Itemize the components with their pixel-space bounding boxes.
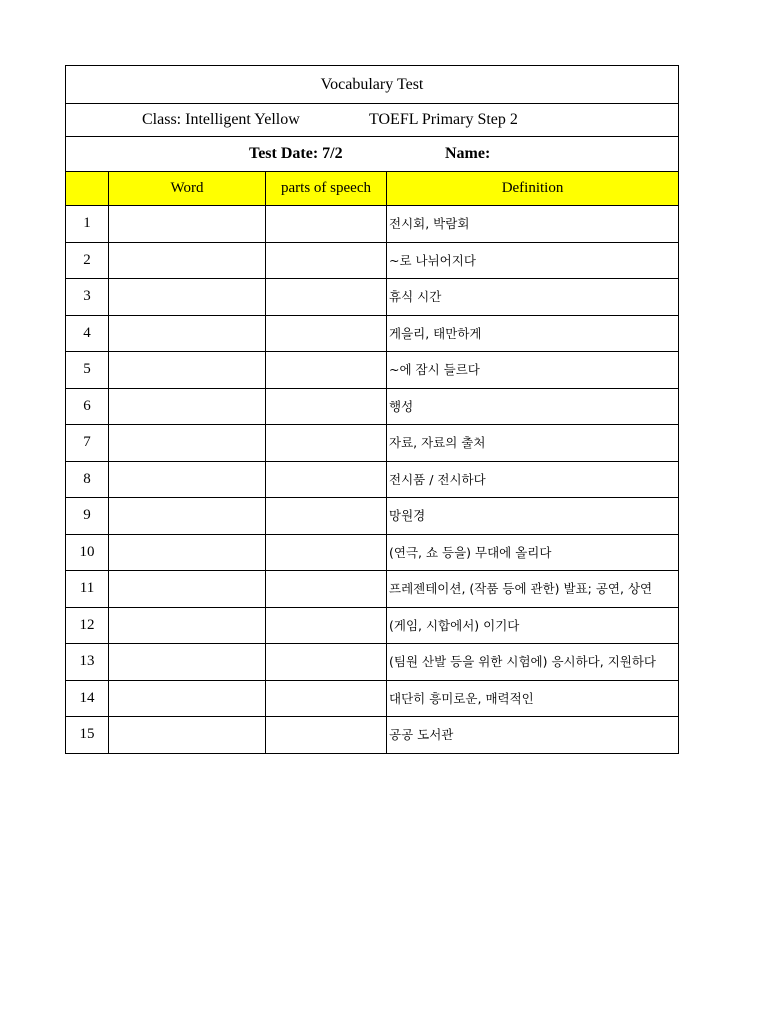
parts-of-speech-cell[interactable] — [266, 352, 387, 389]
test-date: Test Date: 7/2 — [249, 145, 343, 162]
word-cell[interactable] — [109, 206, 266, 243]
definition-cell: (팀원 산발 등을 위한 시험에) 응시하다, 지원하다 — [387, 644, 679, 681]
row-number: 15 — [66, 717, 109, 754]
table-row — [66, 279, 679, 316]
sheet-title: Vocabulary Test — [66, 66, 679, 104]
date-row — [66, 137, 679, 172]
parts-of-speech-cell[interactable] — [266, 242, 387, 279]
row-number: 5 — [66, 352, 109, 389]
word-cell[interactable] — [109, 388, 266, 425]
header-definition: Definition — [387, 172, 679, 206]
parts-of-speech-cell[interactable] — [266, 680, 387, 717]
word-cell[interactable] — [109, 571, 266, 608]
parts-of-speech-cell[interactable] — [266, 571, 387, 608]
table-row — [66, 717, 679, 754]
parts-of-speech-cell[interactable] — [266, 717, 387, 754]
definition-cell: (연극, 쇼 등을) 무대에 올리다 — [387, 534, 679, 571]
word-cell[interactable] — [109, 461, 266, 498]
word-cell[interactable] — [109, 315, 266, 352]
table-row — [66, 242, 679, 279]
row-number: 7 — [66, 425, 109, 462]
definition-cell: ~로 나뉘어지다 — [387, 242, 679, 279]
header-number — [66, 172, 109, 206]
parts-of-speech-cell[interactable] — [266, 206, 387, 243]
parts-of-speech-cell[interactable] — [266, 315, 387, 352]
table-row — [66, 644, 679, 681]
row-number: 11 — [66, 571, 109, 608]
row-number: 4 — [66, 315, 109, 352]
program-label: TOEFL Primary Step 2 — [369, 111, 518, 128]
definition-cell: 게을리, 태만하게 — [387, 315, 679, 352]
row-number: 3 — [66, 279, 109, 316]
word-cell[interactable] — [109, 352, 266, 389]
table-row — [66, 498, 679, 535]
parts-of-speech-cell[interactable] — [266, 644, 387, 681]
definition-cell: (게임, 시합에서) 이기다 — [387, 607, 679, 644]
class-row — [66, 104, 679, 137]
row-number: 13 — [66, 644, 109, 681]
definition-cell: 프레젠테이션, (작품 등에 관한) 발표; 공연, 상연 — [387, 571, 679, 608]
word-cell[interactable] — [109, 242, 266, 279]
definition-cell: 전시회, 박람회 — [387, 206, 679, 243]
word-cell[interactable] — [109, 680, 266, 717]
table-row — [66, 461, 679, 498]
parts-of-speech-cell[interactable] — [266, 279, 387, 316]
row-number: 9 — [66, 498, 109, 535]
row-number: 10 — [66, 534, 109, 571]
row-number: 14 — [66, 680, 109, 717]
table-row — [66, 206, 679, 243]
header-word: Word — [109, 172, 266, 206]
word-cell[interactable] — [109, 607, 266, 644]
definition-cell: 망원경 — [387, 498, 679, 535]
table-row — [66, 352, 679, 389]
name-label: Name: — [445, 145, 491, 162]
parts-of-speech-cell[interactable] — [266, 498, 387, 535]
parts-of-speech-cell[interactable] — [266, 534, 387, 571]
parts-of-speech-cell[interactable] — [266, 388, 387, 425]
definition-cell: ~에 잠시 들르다 — [387, 352, 679, 389]
vocabulary-test-sheet — [65, 65, 679, 754]
row-number: 8 — [66, 461, 109, 498]
table-row — [66, 680, 679, 717]
table-row — [66, 425, 679, 462]
table-row — [66, 315, 679, 352]
row-number: 12 — [66, 607, 109, 644]
word-cell[interactable] — [109, 425, 266, 462]
table-row — [66, 388, 679, 425]
row-number: 2 — [66, 242, 109, 279]
class-label: Class: Intelligent Yellow — [142, 111, 300, 128]
word-cell[interactable] — [109, 644, 266, 681]
table-row — [66, 534, 679, 571]
parts-of-speech-cell[interactable] — [266, 607, 387, 644]
word-cell[interactable] — [109, 279, 266, 316]
definition-cell: 대단히 흥미로운, 매력적인 — [387, 680, 679, 717]
table-row — [66, 571, 679, 608]
definition-cell: 전시품 / 전시하다 — [387, 461, 679, 498]
column-header-row — [66, 172, 679, 206]
parts-of-speech-cell[interactable] — [266, 461, 387, 498]
row-number: 1 — [66, 206, 109, 243]
definition-cell: 자료, 자료의 출처 — [387, 425, 679, 462]
word-cell[interactable] — [109, 717, 266, 754]
definition-cell: 행성 — [387, 388, 679, 425]
vocabulary-rows — [66, 206, 679, 754]
definition-cell: 휴식 시간 — [387, 279, 679, 316]
definition-cell: 공공 도서관 — [387, 717, 679, 754]
row-number: 6 — [66, 388, 109, 425]
title-row — [66, 66, 679, 104]
table-row — [66, 607, 679, 644]
header-parts-of-speech: parts of speech — [266, 172, 387, 206]
word-cell[interactable] — [109, 534, 266, 571]
parts-of-speech-cell[interactable] — [266, 425, 387, 462]
word-cell[interactable] — [109, 498, 266, 535]
